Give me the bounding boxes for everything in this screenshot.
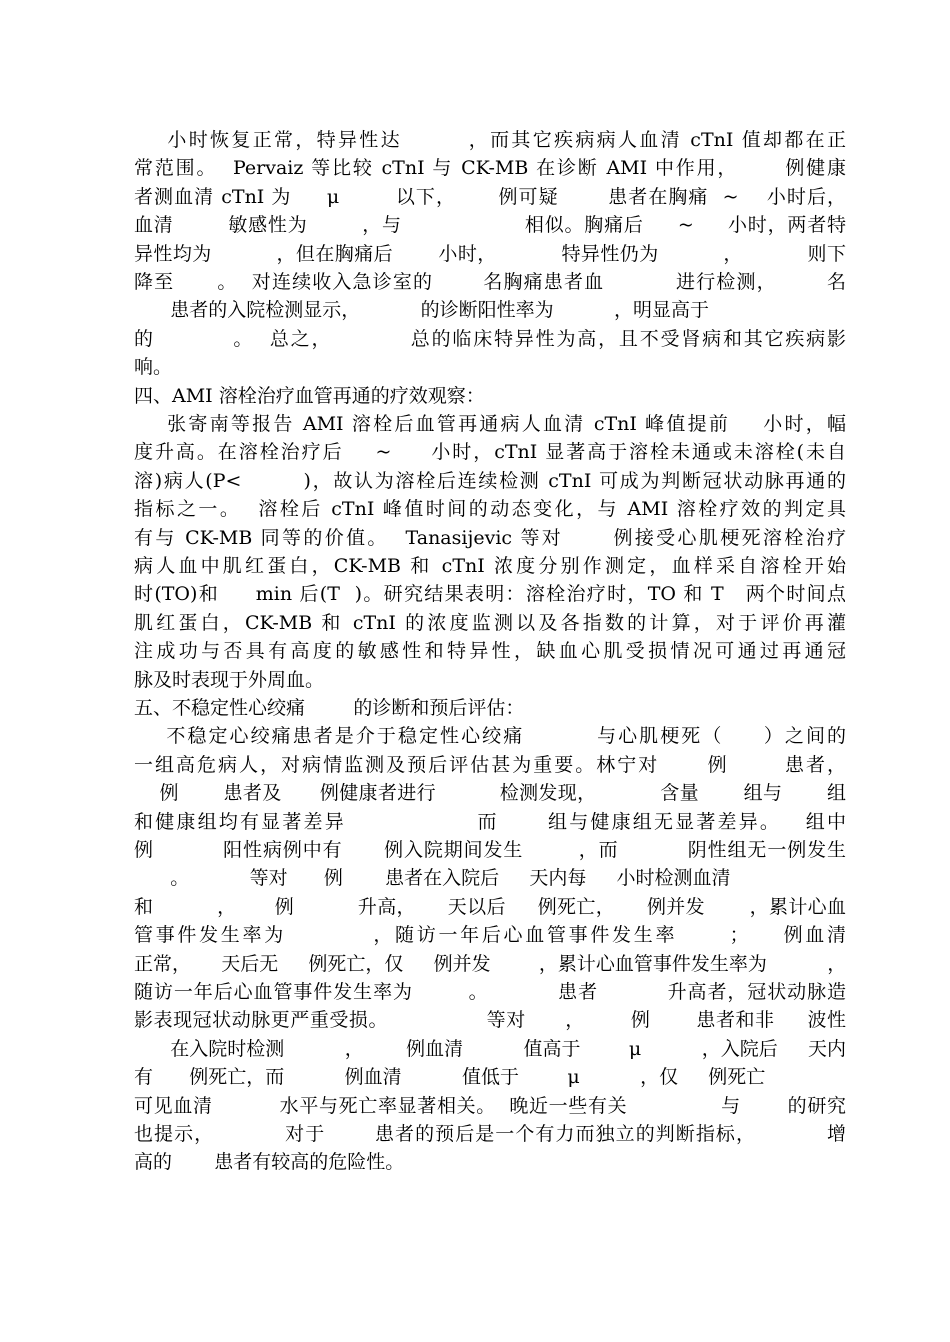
text-line: 随访一年后心血管事件发生率为 。 患者 升高者，冠状动脉造 — [134, 981, 846, 1003]
text-line: 的 。 总之， 总的临床特异性为高，且不受肾病和其它疾病影 — [134, 328, 846, 350]
text-line: 小时恢复正常，特异性达 ，而其它疾病病人血清 cTnI 值却都在正 — [134, 129, 846, 151]
text-line: 不稳定心绞痛患者是介于稳定性心绞痛 与心肌梗死（ ）之间的 — [134, 725, 846, 747]
text-line: 响。 — [134, 356, 173, 378]
text-line: 肌红蛋白，CK-MB 和 cTnI 的浓度监测以及各指数的计算，对于评价再灌 — [134, 612, 846, 634]
text-line: 病人血中肌红蛋白，CK-MB 和 cTnI 浓度分别作测定，血样采自溶栓开始 — [134, 555, 846, 577]
text-line: 降至 。 对连续收入急诊室的 名胸痛患者血 进行检测， 名 — [134, 271, 846, 293]
text-line: 和 ， 例 升高， 天以后 例死亡， 例并发 ，累计心血 — [134, 896, 846, 918]
text-line: 有与 CK-MB 同等的价值。 Tanasijevic 等对 例接受心肌梗死溶栓治疗 — [134, 527, 846, 549]
text-line: 可见血清 水平与死亡率显著相关。 晚近一些有关 与 的研究 — [134, 1095, 846, 1117]
text-line: 正常， 天后无 例死亡，仅 例并发 ，累计心血管事件发生率为 ， — [134, 953, 846, 975]
text-line: 异性均为 ，但在胸痛后 小时， 特异性仍为 ， 则下 — [134, 243, 846, 265]
text-line: 影表现冠状动脉更严重受损。 等对 ， 例 患者和非 波性 — [134, 1009, 846, 1031]
text-line: 时(TO)和 min 后(T )。研究结果表明：溶栓治疗时，TO 和 T 两个时间点 — [134, 583, 846, 605]
text-line: 高的 患者有较高的危险性。 — [134, 1151, 405, 1173]
section-heading: 四、AMI 溶栓治疗血管再通的疗效观察： — [134, 385, 485, 407]
text-line: 。 等对 例 患者在入院后 天内每 小时检测血清 — [134, 867, 731, 889]
text-line: 在入院时检测 ， 例血清 值高于 μ ，入院后 天内 — [134, 1038, 846, 1060]
section-heading: 五、不稳定性心绞痛 的诊断和预后评估： — [134, 697, 525, 719]
text-line: 脉及时表现于外周血。 — [134, 669, 325, 691]
text-line: 例 阳性病例中有 例入院期间发生 ，而 阴性组无一例发生 — [134, 839, 846, 861]
text-line: 常范围。 Pervaiz 等比较 cTnI 与 CK-MB 在诊断 AMI 中作用， 例健康 — [134, 157, 846, 179]
text-line: 例 患者及 例健康者进行 检测发现， 含量 组与 组 — [134, 782, 846, 804]
text-line: 患者的入院检测显示， 的诊断阳性率为 ，明显高于 — [134, 299, 710, 321]
text-line: 注成功与否具有高度的敏感性和特异性，缺血心肌受损情况可通过再通冠 — [134, 640, 846, 662]
text-line: 和健康组均有显著差异 而 组与健康组无显著差异。 组中 — [134, 811, 846, 833]
text-line: 张寄南等报告 AMI 溶栓后血管再通病人血清 cTnI 峰值提前 小时，幅 — [134, 413, 846, 435]
text-line: 指标之一。 溶栓后 cTnI 峰值时间的动态变化，与 AMI 溶栓疗效的判定具 — [134, 498, 846, 520]
text-line: 度升高。在溶栓治疗后 ~ 小时，cTnI 显著高于溶栓未通或未溶栓(未自 — [134, 441, 846, 463]
text-line: 者测血清 cTnI 为 μ 以下， 例可疑 患者在胸痛 ~ 小时后， — [134, 186, 846, 208]
text-line: 血清 敏感性为 ，与 相似。胸痛后 ~ 小时，两者特 — [134, 214, 846, 236]
text-line: 管事件发生率为 ，随访一年后心血管事件发生率 ； 例血清 — [134, 924, 846, 946]
text-line: 也提示， 对于 患者的预后是一个有力而独立的判断指标， 增 — [134, 1123, 846, 1145]
text-line: 溶)病人(P< )，故认为溶栓后连续检测 cTnI 可成为判断冠状动脉再通的 — [134, 470, 846, 492]
text-line: 一组高危病人，对病情监测及预后评估甚为重要。林宁对 例 患者， — [134, 754, 846, 776]
text-line: 有 例死亡，而 例血清 值低于 μ ，仅 例死亡 — [134, 1066, 766, 1088]
